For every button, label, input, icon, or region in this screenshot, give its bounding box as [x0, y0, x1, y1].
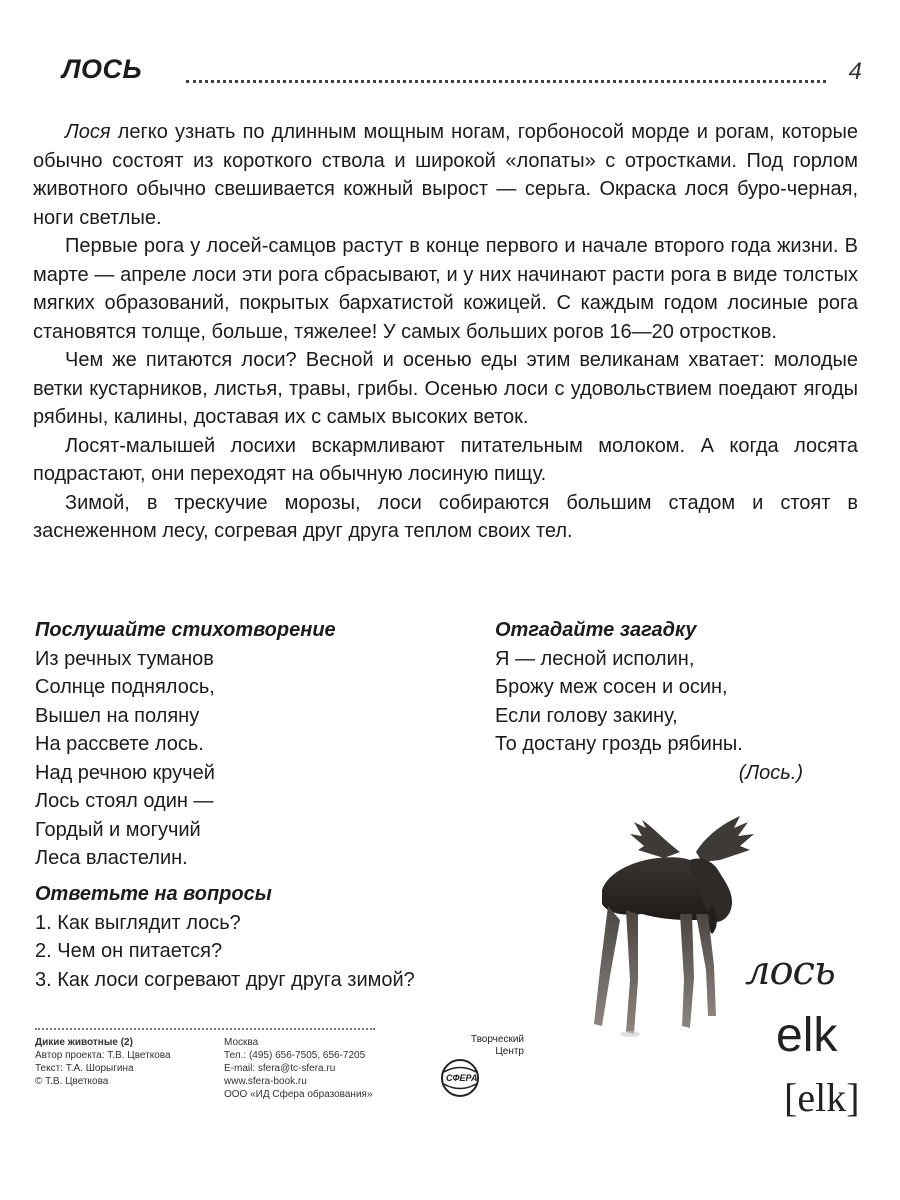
poem-line: Лось стоял один —: [35, 790, 214, 812]
riddle-line: Если голову закину,: [495, 704, 678, 727]
poem-line: Гордый и могучий: [35, 818, 201, 841]
publisher-name: ООО «ИД Сфера образования»: [224, 1089, 373, 1100]
poem-section: [35, 616, 475, 873]
phone: Тел.: (495) 656-7505, 656-7205: [224, 1050, 366, 1061]
text-author-line: Текст: Т.А. Шорыгина: [35, 1063, 134, 1074]
footer-credits: [35, 1036, 171, 1088]
moose-illustration: [572, 810, 762, 1040]
author-line: Автор проекта: Т.В. Цветкова: [35, 1050, 171, 1061]
footer-publisher-info: [224, 1036, 373, 1101]
email: E-mail: sfera@tc-sfera.ru: [224, 1063, 336, 1074]
transcription: [elk]: [784, 1075, 860, 1120]
logo-line-2: Центр: [495, 1046, 524, 1057]
paragraph-1: [33, 118, 858, 232]
poem-line: Леса властелин.: [35, 847, 188, 869]
paragraph-4: Лосят-малышей лосихи вскармливают питательным молоком. А когда лосята подрастают, они переходят на обычную лосиную пищу.: [33, 434, 858, 485]
riddle-answer: (Лось.): [738, 761, 803, 784]
riddle-line: Я — лесной исполин,: [495, 647, 695, 670]
question-item: 3. Как лоси согревают друг друга зимой?: [35, 968, 415, 991]
poem-heading: Послушайте стихотворение: [35, 619, 336, 641]
riddle-line: То достану гроздь рябины.: [495, 733, 743, 755]
page-title: ЛОСЬ: [62, 54, 143, 84]
poem-line: Солнце поднялось,: [35, 676, 215, 698]
copyright-line: © Т.В. Цветкова: [35, 1076, 109, 1087]
article-body: [33, 118, 858, 546]
footer-dotted-rule: [35, 1028, 375, 1030]
english-word: elk: [776, 1009, 838, 1062]
logo-text: [432, 1034, 524, 1058]
riddle-line: Брожу меж сосен и осин,: [495, 676, 728, 698]
page-number: 4: [848, 58, 862, 85]
riddle-heading: Отгадайте загадку: [495, 619, 697, 641]
riddle-section: [495, 616, 825, 787]
question-item: 2. Чем он питается?: [35, 940, 223, 962]
city: Москва: [224, 1037, 259, 1048]
logo-badge-text: СФЕРА: [446, 1073, 478, 1083]
questions-heading: Ответьте на вопросы: [35, 883, 272, 905]
poem-line: Над речною кручей: [35, 761, 215, 784]
poem-line: Из речных туманов: [35, 647, 214, 670]
moose-antlers: [630, 816, 754, 862]
paragraph-5: Зимой, в трескучие морозы, лоси собираются большим стадом и стоят в заснеженном лесу, согревая друг друга теплом своих тел.: [33, 491, 858, 542]
paragraph-1-text: легко узнать по длинным мощным ногам, горбоносой морде и рогам, которые обычно состоят из короткого ствола и широкой «лопаты» с отростками. Под горлом животного обычно свешивается кожный вырост — серьга. Окраска лося буро-черная, ноги светлые.: [33, 121, 858, 229]
moose-legs: [594, 906, 716, 1034]
series-title: Дикие животные (2): [35, 1037, 133, 1048]
cursive-word: лось: [745, 948, 835, 994]
website: www.sfera-book.ru: [224, 1076, 307, 1087]
page-header: [62, 52, 862, 92]
poem-line: На рассвете лось.: [35, 733, 204, 755]
paragraph-1-lead-word: Лося: [65, 121, 111, 143]
paragraph-2: Первые рога у лосей-самцов растут в конце первого и начале второго года жизни. В марте — апреле лоси эти рога сбрасывают, и у них начинают расти рога в виде толстых мягких образований, покрытых бархатистой кожицей. С каждым годом лосиные рога становятся толще, больше, тяжелее! У самых больших рогов 16—20 отростков.: [33, 235, 858, 343]
publisher-logo: [432, 1034, 542, 1114]
question-item: 1. Как выглядит лось?: [35, 911, 241, 934]
poem-line: Вышел на поляну: [35, 704, 200, 727]
questions-section: [35, 880, 555, 994]
logo-line-1: Творческий: [470, 1034, 524, 1045]
paragraph-3: Чем же питаются лоси? Весной и осенью еды этим великанам хватает: молодые ветки кустарников, листья, травы, грибы. Осенью лоси с удовольствием поедают ягоды рябины, калины, доставая их с самых высоких веток.: [33, 349, 858, 428]
header-dotted-rule: [186, 80, 826, 83]
